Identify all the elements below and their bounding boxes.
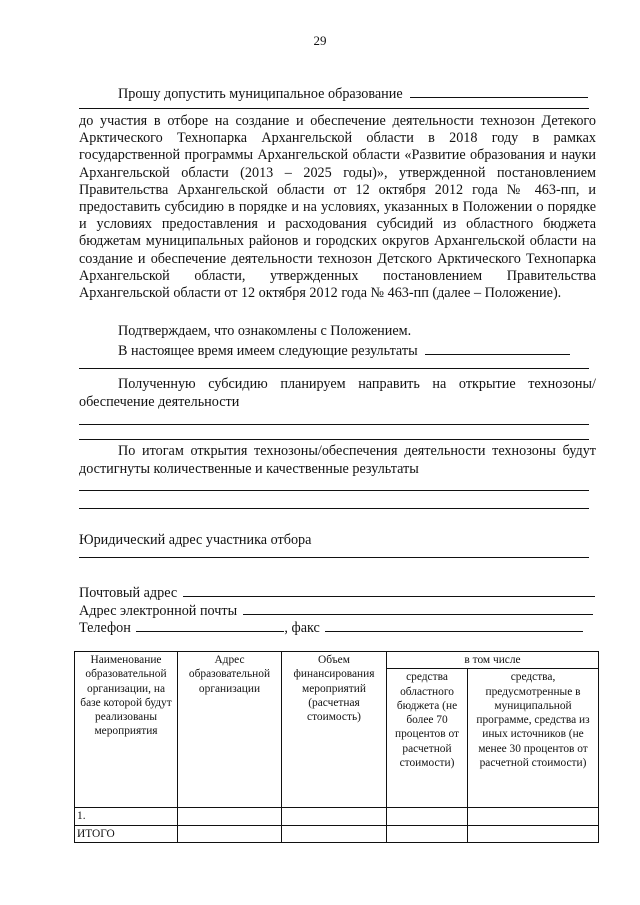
postal-address-blank[interactable]	[183, 582, 595, 597]
municipality-blank[interactable]	[410, 83, 588, 98]
municipality-blank-line[interactable]	[79, 108, 589, 109]
legal-address-line[interactable]	[79, 557, 589, 558]
expected-blank-line-2[interactable]	[79, 508, 589, 509]
row-funding-cell[interactable]	[282, 808, 387, 825]
phone-label: Телефон	[79, 620, 131, 636]
email-blank-1[interactable]	[243, 600, 356, 615]
row-municipal-cell[interactable]	[468, 808, 599, 825]
fax-blank[interactable]	[325, 617, 583, 632]
email-blank-2[interactable]	[356, 600, 593, 615]
total-regional-cell[interactable]	[387, 825, 468, 842]
results-blank-line[interactable]	[79, 368, 589, 369]
subsidy-blank-line-1[interactable]	[79, 424, 589, 425]
expected-blank-line-1[interactable]	[79, 490, 589, 491]
row-number-cell: 1.	[75, 808, 178, 825]
results-blank[interactable]	[425, 340, 570, 355]
total-municipal-cell[interactable]	[468, 825, 599, 842]
row-address-cell[interactable]	[178, 808, 282, 825]
row-regional-cell[interactable]	[387, 808, 468, 825]
group-header: в том числе	[387, 652, 599, 669]
postal-address-label: Почтовый адрес	[79, 585, 178, 601]
request-lead-text: Прошу допустить муниципальное образование	[118, 86, 403, 102]
request-body: до участия в отборе на создание и обеспечение деятельности технозон Детекого Арктического Технопарка Архангельской области в 2018 году в рамках государственной программы Архангельской области «Развитие образования и науки Архангельской области (2013 – 2025 годы)», утвержденной постановлением Правительства Архангельской области от 12 октября 2012 года № 463-пп, и предоставить субсидию в порядке и на условиях, указанных в Положении о порядке и условиях предоставления и расходования субсидий из областного бюджета бюджетам муниципальных районов и городских округов Архангельской области на создание и обеспечение деятельности технозон Детского Арктического Технопарка Архангельской области, утвержденных постановлением Правительства Архангельской области от 12 октября 2012 года № 463-пп (далее – Положение).	[79, 113, 596, 302]
col-municipal-funds-header: средства, предусмотренные в муниципальной программе, средства из иных источников (не менее 30 процентов от расчетной стоимости)	[468, 669, 599, 808]
table-row	[75, 808, 599, 825]
col-org-name-header: Наименование образовательной организации, на базе которой будут реализованы мероприятия	[75, 652, 178, 808]
subsidy-plan-text: Полученную субсидию планируем направить на открытие технозоны/ обеспечение деятельности	[79, 376, 596, 410]
col-regional-budget-header: средства областного бюджета (не более 70 процентов от расчетной стоимости)	[387, 669, 468, 808]
col-org-address-header: Адрес образовательной организации	[178, 652, 282, 808]
legal-address-label: Юридический адрес участника отбора	[79, 532, 312, 548]
subsidy-blank-line-2[interactable]	[79, 439, 589, 440]
fax-label: , факс	[284, 620, 320, 636]
results-line	[118, 340, 570, 360]
table-total-row	[75, 825, 599, 842]
postal-address-row	[79, 582, 595, 602]
organizations-table	[74, 651, 599, 843]
total-funding-cell[interactable]	[282, 825, 387, 842]
total-address-cell[interactable]	[178, 825, 282, 842]
page-number: 29	[313, 33, 327, 48]
col-funding-header: Объем финансирования мероприятий (расчетная стоимость)	[282, 652, 387, 808]
expected-results-text: По итогам открытия технозоны/обеспечения деятельности технозоны будут достигнуты количественные и качественные результаты	[79, 443, 596, 477]
request-lead	[118, 83, 588, 103]
total-label-cell: ИТОГО	[75, 825, 178, 842]
email-label: Адрес электронной почты	[79, 603, 238, 619]
confirm-text: Подтверждаем, что ознакомлены с Положением.	[118, 323, 412, 339]
phone-blank[interactable]	[136, 617, 284, 632]
results-line-text: В настоящее время имеем следующие результаты	[118, 343, 418, 359]
phone-row	[79, 617, 583, 637]
